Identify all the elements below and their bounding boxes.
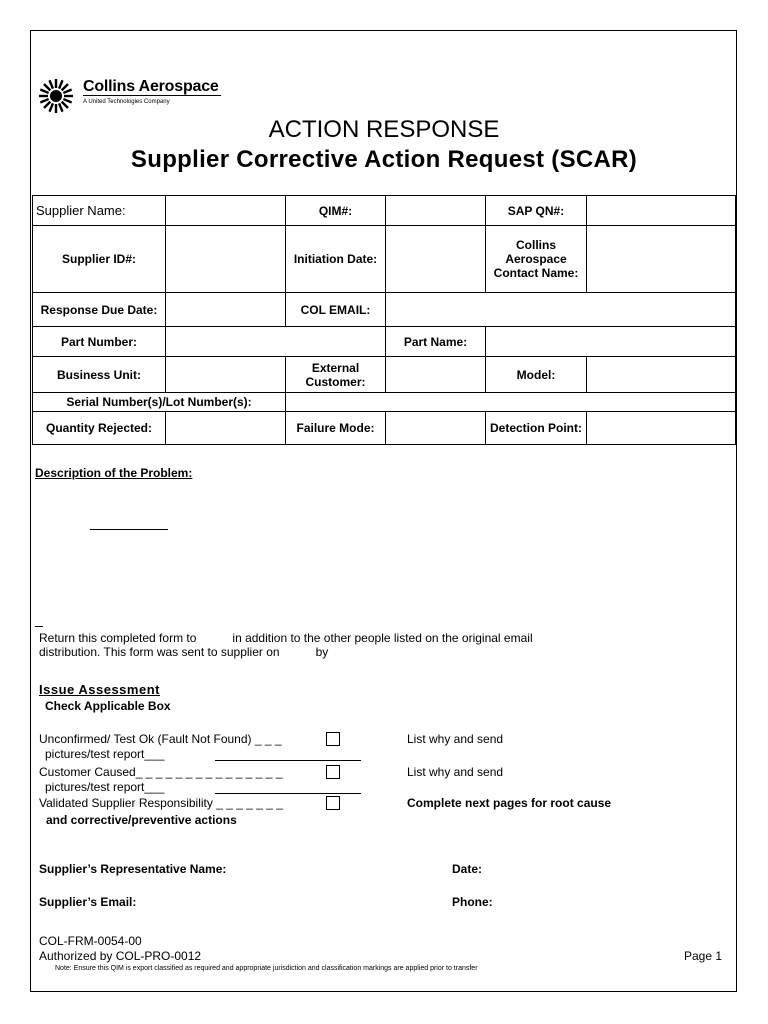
collins-logo-icon bbox=[38, 78, 74, 114]
page-number: Page 1 bbox=[684, 949, 723, 963]
page-border bbox=[30, 30, 737, 992]
option-fault-not-found-continuation: pictures/test report___ bbox=[45, 747, 165, 761]
part-name-field[interactable] bbox=[486, 327, 736, 357]
supplier-info-table bbox=[32, 195, 736, 445]
title-action-response: ACTION RESPONSE bbox=[268, 116, 500, 143]
supplier-email-label: Supplier’s Email: bbox=[39, 895, 137, 909]
option-supplier-responsibility-continuation: and corrective/preventive actions bbox=[46, 813, 237, 827]
logo-rule bbox=[83, 95, 221, 96]
response-due-label: Response Due Date: bbox=[33, 293, 166, 327]
business-unit-field[interactable] bbox=[166, 357, 286, 393]
supplier-responsibility-checkbox[interactable] bbox=[326, 796, 340, 810]
initiation-date-field[interactable] bbox=[386, 226, 486, 293]
quantity-rejected-field[interactable] bbox=[166, 412, 286, 445]
part-number-field[interactable] bbox=[166, 327, 386, 357]
col-email-field[interactable] bbox=[386, 293, 736, 327]
option-supplier-responsibility-label: Validated Supplier Responsibility _ _ _ _ _ _ _ bbox=[39, 796, 283, 810]
title-scar: Supplier Corrective Action Request (SCAR) bbox=[130, 146, 638, 173]
logo-tagline: A United Technologies Company bbox=[83, 99, 170, 105]
customer-caused-line bbox=[215, 793, 361, 794]
rep-name-label: Supplier’s Representative Name: bbox=[39, 862, 227, 876]
form-number: COL-FRM-0054-00 bbox=[39, 934, 142, 948]
description-underscore bbox=[35, 626, 43, 627]
customer-caused-checkbox[interactable] bbox=[326, 765, 340, 779]
collins-contact-label: Collins Aerospace Contact Name: bbox=[486, 226, 587, 293]
return-text-1b: in addition to the other people listed on the original email bbox=[232, 631, 533, 645]
option-customer-caused-label: Customer Caused_ _ _ _ _ _ _ _ _ _ _ _ _ _ _ bbox=[39, 765, 283, 779]
return-instructions bbox=[39, 631, 533, 659]
part-name-label: Part Name: bbox=[386, 327, 486, 357]
supplier-id-label: Supplier ID#: bbox=[33, 226, 166, 293]
model-field[interactable] bbox=[587, 357, 736, 393]
option-fault-not-found-label: Unconfirmed/ Test Ok (Fault Not Found) _ _ _ bbox=[39, 732, 282, 746]
response-due-field[interactable] bbox=[166, 293, 286, 327]
authorized-by: Authorized by COL-PRO-0012 bbox=[39, 949, 202, 963]
option-customer-caused-continuation: pictures/test report___ bbox=[45, 780, 165, 794]
export-note: Note: Ensure this QIM is export classified as required and appropriate jurisdiction and classification markings are applied prior to transfer bbox=[55, 965, 478, 972]
business-unit-label: Business Unit: bbox=[33, 357, 166, 393]
return-text-1a: Return this completed form to bbox=[39, 631, 197, 645]
return-text-2a: distribution. This form was sent to supplier on bbox=[39, 645, 280, 659]
detection-point-label: Detection Point: bbox=[486, 412, 587, 445]
description-heading: Description of the Problem: bbox=[35, 466, 193, 480]
sap-qn-field[interactable] bbox=[587, 196, 736, 226]
company-logo bbox=[38, 76, 238, 116]
serial-lot-label: Serial Number(s)/Lot Number(s): bbox=[33, 393, 286, 412]
col-email-label: COL EMAIL: bbox=[286, 293, 386, 327]
part-number-label: Part Number: bbox=[33, 327, 166, 357]
initiation-date-label: Initiation Date: bbox=[286, 226, 386, 293]
fault-not-found-checkbox[interactable] bbox=[326, 732, 340, 746]
qim-label: QIM#: bbox=[286, 196, 386, 226]
failure-mode-label: Failure Mode: bbox=[286, 412, 386, 445]
description-blank-line bbox=[90, 529, 168, 530]
supplier-name-label: Supplier Name: bbox=[33, 196, 166, 226]
external-customer-label: External Customer: bbox=[286, 357, 386, 393]
external-customer-field[interactable] bbox=[386, 357, 486, 393]
collins-contact-field[interactable] bbox=[587, 226, 736, 293]
option-fault-not-found-action: List why and send bbox=[407, 732, 504, 746]
check-applicable-subheading: Check Applicable Box bbox=[45, 699, 171, 713]
qim-field[interactable] bbox=[386, 196, 486, 226]
model-label: Model: bbox=[486, 357, 587, 393]
issue-assessment-heading: Issue Assessment bbox=[39, 682, 160, 697]
fault-not-found-line bbox=[215, 760, 361, 761]
option-customer-caused-action: List why and send bbox=[407, 765, 504, 779]
phone-label: Phone: bbox=[452, 895, 493, 909]
supplier-id-field[interactable] bbox=[166, 226, 286, 293]
sap-qn-label: SAP QN#: bbox=[486, 196, 587, 226]
option-supplier-responsibility-action: Complete next pages for root cause bbox=[407, 796, 612, 810]
serial-lot-field[interactable] bbox=[286, 393, 736, 412]
logo-name: Collins Aerospace bbox=[83, 78, 219, 95]
detection-point-field[interactable] bbox=[587, 412, 736, 445]
date-label: Date: bbox=[452, 862, 483, 876]
supplier-name-field[interactable] bbox=[166, 196, 286, 226]
return-text-2b: by bbox=[315, 645, 329, 659]
failure-mode-field[interactable] bbox=[386, 412, 486, 445]
quantity-rejected-label: Quantity Rejected: bbox=[33, 412, 166, 445]
